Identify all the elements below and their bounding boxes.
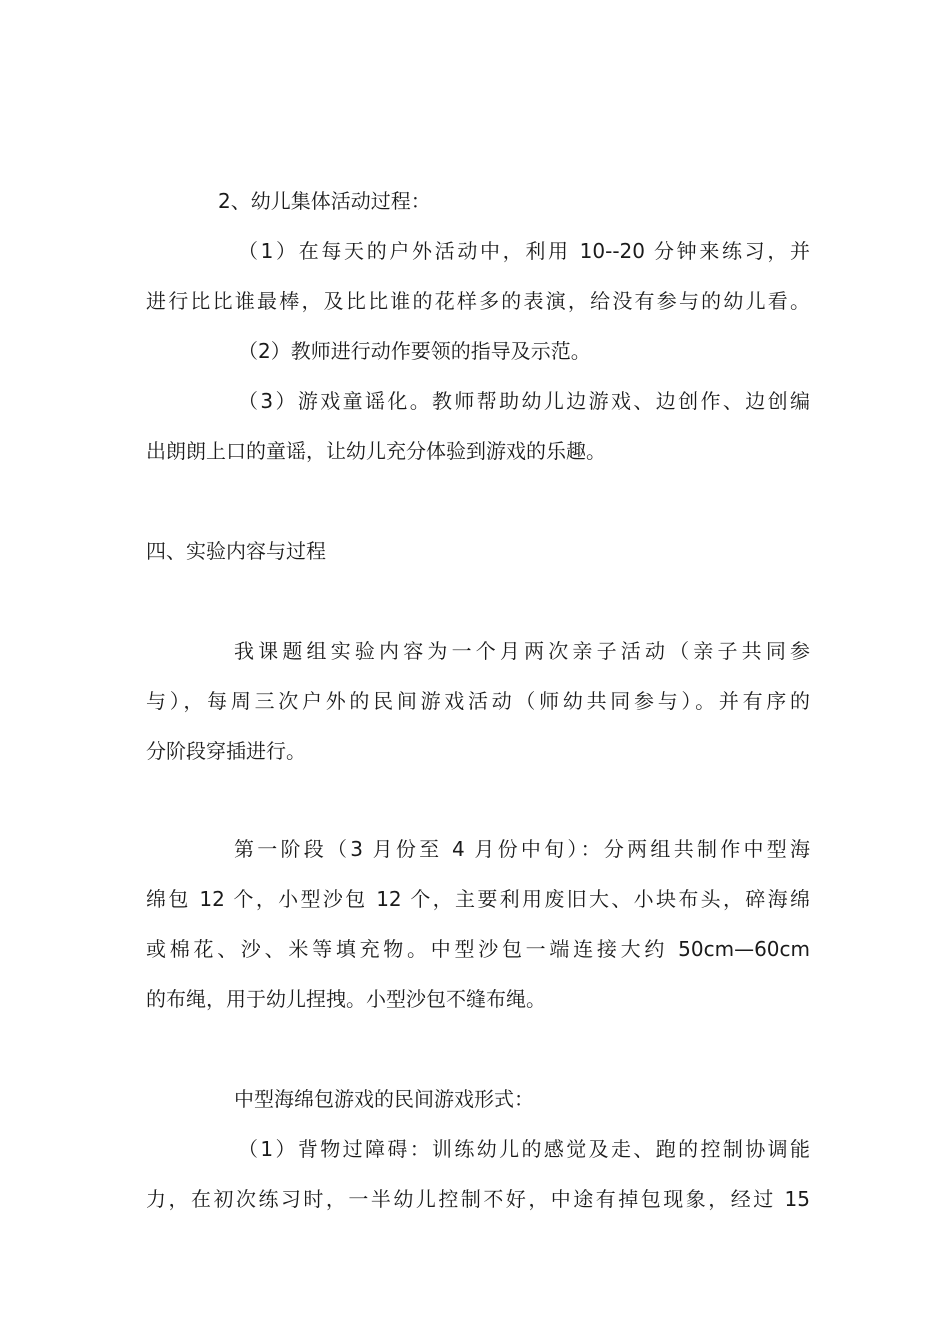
list-item-line: （1）背物过障碍：训练幼儿的感觉及走、跑的控制协调能 [238,1137,810,1161]
paragraph-line: 绵包 12 个，小型沙包 12 个，主要利用废旧大、小块布头，碎海绵 [146,887,810,911]
list-item-line: （3）游戏童谣化。教师帮助幼儿边游戏、边创作、边创编 [238,389,810,413]
list-item-line: 力，在初次练习时，一半幼儿控制不好，中途有掉包现象，经过 15 [146,1187,810,1211]
section-heading: 四、实验内容与过程 [146,539,326,563]
paragraph-line: 或棉花、沙、米等填充物。中型沙包一端连接大约 50cm—60cm [146,937,810,961]
list-item-line: 出朗朗上口的童谣，让幼儿充分体验到游戏的乐趣。 [146,439,606,463]
paragraph-line: 中型海绵包游戏的民间游戏形式： [234,1087,534,1111]
paragraph-line: 的布绳，用于幼儿捏拽。小型沙包不缝布绳。 [146,987,546,1011]
list-item-line: （2）教师进行动作要领的指导及示范。 [238,339,591,363]
paragraph-line: 第一阶段（3 月份至 4 月份中旬）：分两组共制作中型海 [234,837,810,861]
paragraph-line: 我课题组实验内容为一个月两次亲子活动（亲子共同参 [234,639,810,663]
list-item-line: （1）在每天的户外活动中，利用 10--20 分钟来练习，并 [238,239,810,263]
paragraph-line: 与），每周三次户外的民间游戏活动（师幼共同参与）。并有序的 [146,689,810,713]
sub-heading: 2、幼儿集体活动过程： [218,189,431,213]
list-item-line: 进行比比谁最棒，及比比谁的花样多的表演，给没有参与的幼儿看。 [146,289,810,313]
paragraph-line: 分阶段穿插进行。 [146,739,306,763]
